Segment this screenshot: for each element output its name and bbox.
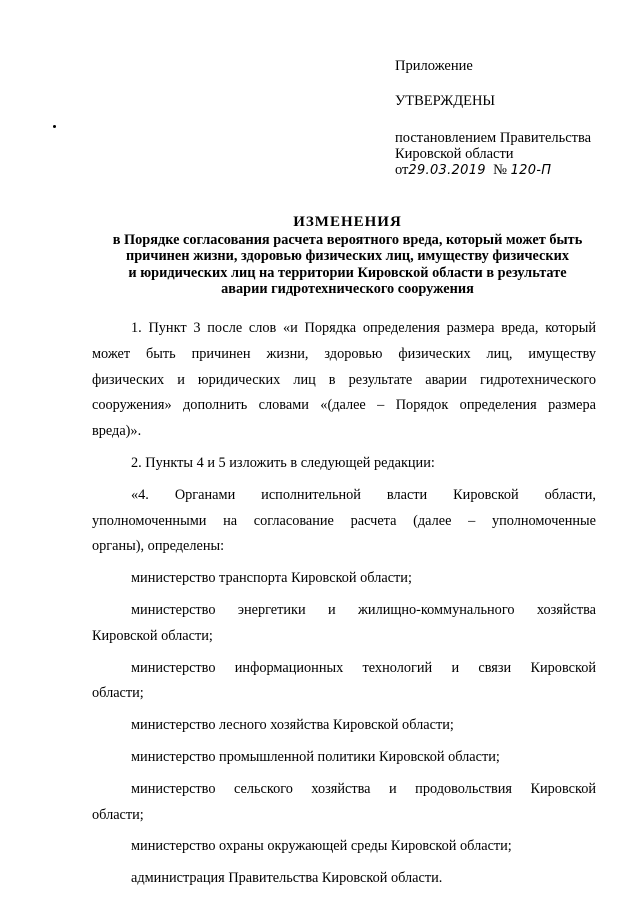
text-line: министерство энергетики и жилищно-коммунального хозяйства <box>131 601 596 618</box>
text-line: органы), определены: <box>92 538 225 555</box>
title-line: в Порядке согласования расчета вероятного вреда, который может быть <box>112 231 583 248</box>
paragraph-3 <box>92 483 596 560</box>
text-line: может быть причинен жизни, здоровью физических лиц, имуществу <box>92 345 596 362</box>
ministry-item-industry <box>92 745 596 771</box>
ministry-item-environment <box>92 834 596 860</box>
ministry-item-it <box>92 656 596 708</box>
ink-dot-mark <box>53 125 56 128</box>
text-line: вреда)». <box>92 423 142 440</box>
text-line: министерство промышленной политики Кировской области; <box>131 748 500 765</box>
text-line: 2. Пункты 4 и 5 изложить в следующей редакции: <box>131 454 435 471</box>
paragraph-2 <box>92 451 596 477</box>
ministry-item-transport <box>92 566 596 592</box>
text-line: министерство охраны окружающей среды Кировской области; <box>131 838 512 855</box>
ministry-item-administration <box>92 866 596 892</box>
text-line: области; <box>92 806 144 823</box>
text-line: министерство сельского хозяйства и продовольствия Кировской <box>131 780 596 797</box>
ministry-item-energy <box>92 598 596 650</box>
text-line: министерство информационных технологий и связи Кировской <box>131 659 596 676</box>
title-line: причинен жизни, здоровью физических лиц, имуществу физических <box>125 248 570 264</box>
text-line: министерство лесного хозяйства Кировской области; <box>131 717 454 734</box>
title-main: ИЗМЕНЕНИЯ <box>293 214 402 230</box>
handwritten-date: 29.03.2019 <box>408 163 486 178</box>
text-line: уполномоченными на согласование расчета (далее – уполномоченные <box>92 512 596 529</box>
text-line: 1. Пункт 3 после слов «и Порядка определения размера вреда, который <box>131 320 596 336</box>
text-line: области; <box>92 685 144 702</box>
approved-label: УТВЕРЖДЕНЫ <box>395 93 496 109</box>
paragraph-1 <box>92 316 596 445</box>
approval-header <box>395 58 635 179</box>
decree-line-1: постановлением Правительства <box>395 130 592 146</box>
number-prefix: № <box>493 162 507 178</box>
handwritten-number: 120-П <box>510 163 552 178</box>
title-line: и юридических лиц на территории Кировской области в результате <box>128 264 567 281</box>
text-line: физических и юридических лиц в результате аварии гидротехнического <box>92 371 596 388</box>
document-title <box>95 214 600 298</box>
text-line: «4. Органами исполнительной власти Кировской области, <box>131 486 596 503</box>
text-line: администрация Правительства Кировской области. <box>131 870 443 887</box>
appendix-label: Приложение <box>395 58 473 74</box>
text-line: Кировской области; <box>92 627 213 644</box>
text-line: сооружения» дополнить словами «(далее – Порядок определения размера <box>92 397 596 414</box>
document-body <box>92 316 596 892</box>
decree-date-number <box>395 162 635 179</box>
title-line: аварии гидротехнического сооружения <box>221 281 474 297</box>
text-line: министерство транспорта Кировской области; <box>131 570 412 587</box>
decree-line-2: Кировской области <box>395 146 514 162</box>
date-prefix: от <box>395 162 409 178</box>
ministry-item-agriculture <box>92 777 596 829</box>
ministry-item-forestry <box>92 713 596 739</box>
